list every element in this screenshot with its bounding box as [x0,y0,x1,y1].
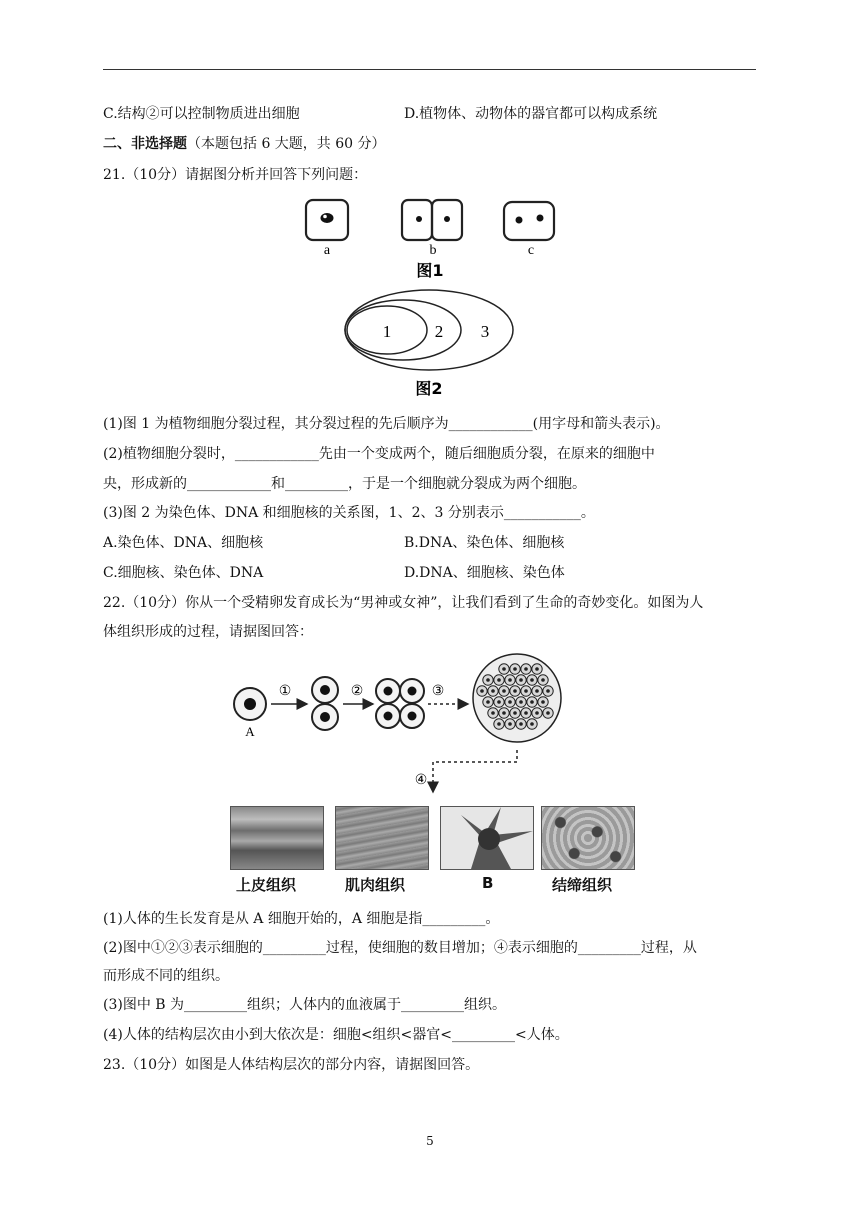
tissue-label-muscle: 肌肉组织 [345,876,406,894]
figure-1-cell-division [300,196,560,284]
q21-part3: (3)图 2 为染色体、DNA 和细胞核的关系图，1、2、3 分别表示___________。 [103,505,595,521]
nucleus-a [321,213,334,223]
fig2-label-1: 1 [382,322,392,341]
q22-part1: (1)人体的生长发育是从 A 细胞开始的，A 细胞是指_________。 [103,911,500,927]
header-rule [103,69,756,70]
fig2-label-2: 2 [434,322,444,341]
fig1-label-a: a [323,243,331,258]
neuron-shape [441,807,533,869]
option-c: C.结构②可以控制物质进出细胞 [103,106,300,122]
q21-stem: 21.（10分）请据图分析并回答下列问题： [103,167,368,183]
q22-part3: (3)图中 B 为_________组织；人体内的血液属于_________组织。 [103,997,507,1013]
q21-option-b: B.DNA、染色体、细胞核 [404,535,565,551]
q21-part2-line2: 央，形成新的____________和_________，于是一个细胞就分裂成为两个细胞。 [103,476,586,492]
section-note: （本题包括 6 大题，共 60 分） [187,136,386,152]
section-heading [103,134,386,154]
step-2: ② [350,683,364,699]
label-a: A [245,724,255,739]
q21-option-d: D.DNA、细胞核、染色体 [404,565,565,581]
tissue-label-epithelial: 上皮组织 [236,876,297,894]
q22-stem-line2: 体组织形成的过程，请据图回答： [103,624,313,640]
fig2-caption: 图2 [415,379,443,398]
q21-part2-line1: (2)植物细胞分裂时，____________先由一个变成两个，随后细胞质分裂，在原来的细胞中 [103,446,655,462]
q21-part1: (1)图 1 为植物细胞分裂过程，其分裂过程的先后顺序为____________(用字母和箭头表示)。 [103,416,670,432]
step-4: ④ [414,772,428,788]
q23-stem: 23.（10分）如图是人体结构层次的部分内容，请据图回答。 [103,1057,480,1073]
q22-part4: (4)人体的结构层次由小到大依次是：细胞<组织<器官<_________<人体。 [103,1027,569,1043]
tissue-label-connective: 结缔组织 [552,876,613,894]
fig1-label-b: b [429,243,437,258]
connective-tissue-image [541,806,635,870]
nerve-tissue-image-b [440,806,534,870]
step-1: ① [278,683,292,699]
fig2-label-3: 3 [480,322,490,341]
section-title: 二、非选择题 [103,136,187,152]
cell-cluster [473,654,561,742]
fig1-label-c: c [527,243,535,258]
page-number: 5 [426,1134,434,1148]
fig1-caption: 图1 [416,261,444,280]
ellipse-2 [345,300,461,360]
figure-2-nested-ellipses [335,288,525,403]
epithelial-tissue-image [230,806,324,870]
q22-part2-line1: (2)图中①②③表示细胞的_________过程，使细胞的数目增加；④表示细胞的_________过程，从 [103,940,697,956]
q22-stem-line1: 22.（10分）你从一个受精卵发育成长为“男神或女神”，让我们看到了生命的奇妙变化。如图为人 [103,595,704,611]
cell-c [504,202,554,240]
step-3: ③ [431,683,445,699]
muscle-tissue-image [335,806,429,870]
q21-option-a: A.染色体、DNA、细胞核 [103,535,264,551]
option-d: D.植物体、动物体的器官都可以构成系统 [404,106,658,122]
tissue-label-b: B [482,874,494,892]
q21-option-c: C.细胞核、染色体、DNA [103,565,264,581]
q22-part2-line2: 而形成不同的组织。 [103,968,229,984]
figure-tissue-formation [225,652,645,804]
